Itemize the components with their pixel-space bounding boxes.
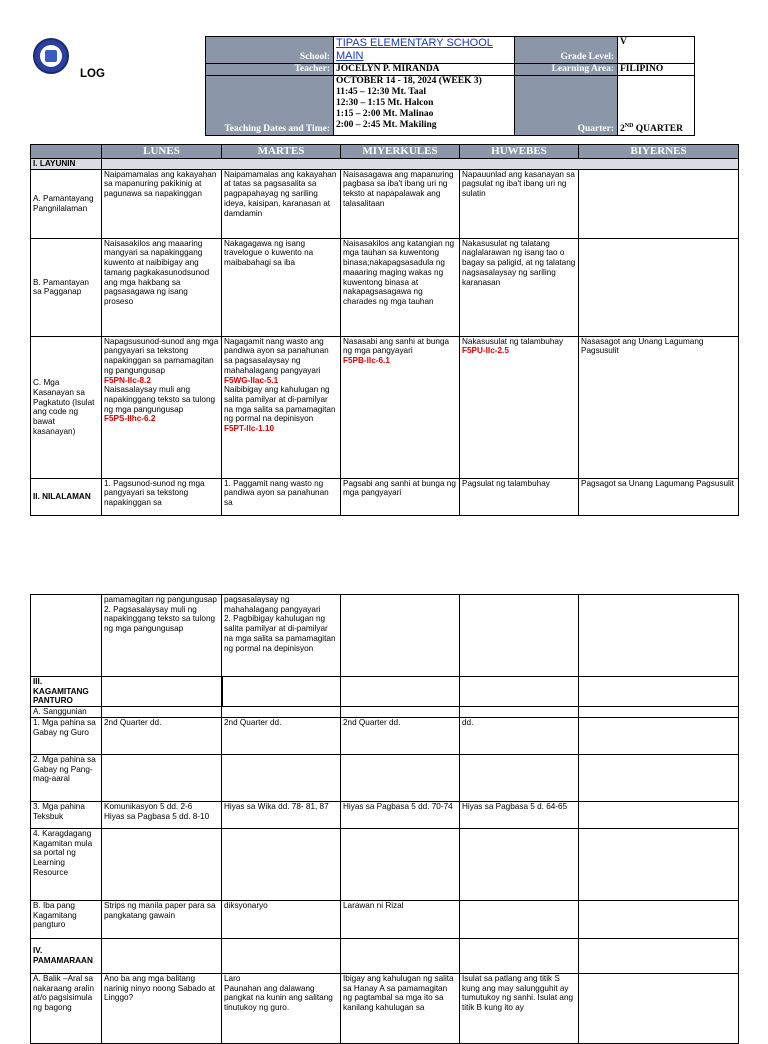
competency-code: F5PN-IIc-8.2: [104, 375, 151, 385]
table-cell: [579, 973, 739, 1043]
table-cell: Ibigay ang kahulugan ng salita sa Hanay A sa pamamagitan ng pagtambal sa mga ito sa kanilang kahulugan sa: [341, 973, 460, 1043]
table-cell: Naisasakilos ang katangian ng mga tauhan sa kuwentong binasa;nakapagsasadula ng maaaring maging wakas ng kuwentong binasa at nakapagsasagawa ng charades ng mga tauhan: [341, 238, 460, 336]
table-cell: Pagsulat ng talambuhay: [460, 478, 579, 515]
area-value: FILIPINO: [618, 64, 695, 76]
row-label-teksbuk: 3. Mga pahina Teksbuk: [31, 801, 102, 828]
row-label-karagdagang-kagamitan: 4. Karagdagang Kagamitan mula sa portal ng Learning Resource: [31, 828, 102, 900]
table-cell: Naipamamalas ang kakayahan sa mapanuring pakikinig at pagunawa sa napakinggan: [102, 169, 222, 238]
header-table: [205, 36, 695, 136]
grade-value: V: [618, 37, 695, 64]
dates-label: Teaching Dates and Time:: [206, 76, 334, 136]
table-cell: Pagsagot sa Unang Lagumang Pagsusulit: [579, 478, 739, 515]
table-cell: Naipamamalas ang kakayahan at tatas sa pagsasalita sa pagpapahayag ng sariling ideya, kaisipan, karanasan at damdamin: [222, 169, 341, 238]
area-label: Learning Area:: [515, 64, 618, 76]
row-label-pamantayang-pangnilalaman: A. Pamantayang Pangnilalaman: [31, 169, 102, 238]
section-pamamaraan: IV. PAMAMARAAN: [31, 938, 102, 973]
table-cell: Ano ba ang mga balitang narinig ninyo noong Sabado at Linggo?: [102, 973, 222, 1043]
table-cell: Isulat sa patlang ang titik S kung ang may salungguhit ay tumutukoy ng sanhi. Isulat ang titik B kung ito ay: [460, 973, 579, 1043]
table-cell: [460, 595, 579, 677]
table-cell: Hiyas sa Pagbasa 5 dd. 70-74: [341, 801, 460, 828]
competency-code: F5WG-IIac-5.1: [224, 375, 279, 385]
teacher-label: Teacher:: [206, 64, 334, 76]
table-cell: 2nd Quarter dd.: [102, 717, 222, 754]
table-cell: [579, 801, 739, 828]
log-title: LOG: [80, 68, 105, 80]
table-cell: [341, 595, 460, 677]
competency-code: F5PS-IIhc-6.2: [104, 414, 156, 424]
lesson-table-page1: [30, 144, 739, 516]
table-cell: Hiyas sa Wika dd. 78- 81, 87: [222, 801, 341, 828]
school-value: TIPAS ELEMENTARY SCHOOL MAIN: [334, 37, 515, 64]
competency-code: F5PT-IIc-1.10: [224, 424, 275, 434]
table-cell: Nakasusulat ng talambuhay F5PU-IIc-2.5: [460, 336, 579, 478]
table-cell: 1. Paggamit nang wasto ng pandiwa ayon sa panahunan sa: [222, 478, 341, 515]
competency-code: F5PB-IIc-6.1: [343, 356, 390, 366]
table-cell: Napagsusunod-sunod ang mga pangyayari sa tekstong napakinggan sa pamamagitan ng pangungusap F5PN-IIc-8.2 Naisasalaysay muli ang napakinggang teksto sa tulong ng mga pangungusap F5PS-IIhc-6.2: [102, 336, 222, 478]
section-layunin: I. LAYUNIN: [31, 159, 102, 170]
table-cell: [579, 717, 739, 754]
table-cell: 2nd Quarter dd.: [222, 717, 341, 754]
table-cell: [460, 900, 579, 938]
table-cell: Hiyas sa Pagbasa 5 d. 64-65: [460, 801, 579, 828]
row-label-balik-aral: A. Balik –Aral sa nakaraang aralin at/o pagsisimula ng bagong: [31, 973, 102, 1043]
table-cell: Nasasagot ang Unang Lagumang Pagsusulit: [579, 336, 739, 478]
table-cell: Nagagamit nang wasto ang pandiwa ayon sa panahunan sa pagsasalaysay ng mahahalagang pangyayari F5WG-IIac-5.1 Naibibigay ang kahulugan ng salita pamilyar at di-pamilyar na mga salita sa pamamagitan ng pormal na depinisyon F5PT-IIc-1.10: [222, 336, 341, 478]
table-cell: diksyonaryo: [222, 900, 341, 938]
table-cell: Napauunlad ang kasanayan sa pagsulat ng iba't ibang uri ng sulatin: [460, 169, 579, 238]
table-cell: [579, 900, 739, 938]
table-cell: Nakasusulat ng talatang naglalarawan ng isang tao o bagay sa paligid, at ng talatang nagsasalaysay ng sariling karanasan: [460, 238, 579, 336]
day-header-miyerkules: MIYERKULES: [341, 145, 460, 159]
row-label-nilalaman: II. NILALAMAN: [31, 478, 102, 515]
day-header-martes: MARTES: [222, 145, 341, 159]
row-label-gabay-ng-mag-aaral: 2. Mga pahina sa Gabay ng Pang-mag-aaral: [31, 754, 102, 801]
row-label-pamantayan-sa-pagganap: B. Pamantayan sa Pagganap: [31, 238, 102, 336]
lesson-table-page2: [30, 594, 739, 1044]
row-label-sanggunian: A. Sanggunian: [31, 707, 102, 718]
table-cell: [579, 595, 739, 677]
table-cell: Pagsabi ang sanhi at bunga ng mga pangyayari: [341, 478, 460, 515]
table-cell: Strips ng manila paper para sa pangkatang gawain: [102, 900, 222, 938]
table-cell: [579, 169, 739, 238]
quarter-label: Quarter:: [515, 76, 618, 136]
table-cell: 2nd Quarter dd.: [341, 717, 460, 754]
section-kagamitang-panturo: III. KAGAMITANG PANTURO: [31, 677, 102, 707]
table-cell: pamamagitan ng pangungusap 2. Pagsasalaysay muli ng napakinggang teksto sa tulong ng mga pangungusap: [102, 595, 222, 677]
table-cell: Larawan ni Rizal: [341, 900, 460, 938]
school-seal-logo: [33, 38, 69, 74]
table-cell: Nakagagawa ng isang travelogue o kuwento na maibabahagi sa iba: [222, 238, 341, 336]
row-label-gabay-ng-guro: 1. Mga pahina sa Gabay ng Guro: [31, 717, 102, 754]
table-cell: pagsasalaysay ng mahahalagang pangyayari 2. Pagbibigay kahulugan ng salita pamilyar at di-pamilyar na mga salita sa pamamagitan ng pormal na depinisyon: [222, 595, 341, 677]
quarter-value: 2ND QUARTER: [618, 76, 695, 136]
dates-value: OCTOBER 14 - 18, 2024 (WEEK 3) 11:45 – 12:30 Mt. Taal 12:30 – 1:15 Mt. Halcon 1:15 – 2:00 Mt. Malinao 2:00 – 2:45 Mt. Makiling: [334, 76, 515, 136]
table-cell: [579, 238, 739, 336]
table-cell: Naisasagawa ang mapanuring pagbasa sa iba't ibang uri ng teksto at napapalawak ang talasalitaan: [341, 169, 460, 238]
row-label-kasanayan-sa-pagkatuto: C. Mga Kasanayan sa Pagkatuto (Isulat ang code ng bawat kasanayan): [31, 336, 102, 478]
table-cell: 1. Pagsunod-sunod ng mga pangyayari sa tekstong napakinggan sa: [102, 478, 222, 515]
table-cell: dd.: [460, 717, 579, 754]
day-header-biyernes: BIYERNES: [579, 145, 739, 159]
grade-label: Grade Level:: [515, 37, 618, 64]
table-cell: Laro Paunahan ang dalawang pangkat na kunin ang salitang tinutukoy ng guro.: [222, 973, 341, 1043]
school-label: School:: [206, 37, 334, 64]
competency-code: F5PU-IIc-2.5: [462, 346, 509, 356]
row-label-iba-pang-kagamitan: B. Iba pang Kagamitang pangturo: [31, 900, 102, 938]
corner-cell: [31, 145, 102, 159]
teacher-value: JOCELYN P. MIRANDA: [334, 64, 515, 76]
day-header-huwebes: HUWEBES: [460, 145, 579, 159]
table-cell: Nasasabi ang sanhi at bunga ng mga pangyayari F5PB-IIc-6.1: [341, 336, 460, 478]
day-header-lunes: LUNES: [102, 145, 222, 159]
table-cell: Komunikasyon 5 dd. 2-6 Hiyas sa Pagbasa 5 dd. 8-10: [102, 801, 222, 828]
table-cell: Naisasakilos ang maaaring mangyari sa napakinggang kuwento at naibibigay ang tamang pagkakasunodsunod ang mga hakbang sa pagsasagawa ng isang proseso: [102, 238, 222, 336]
